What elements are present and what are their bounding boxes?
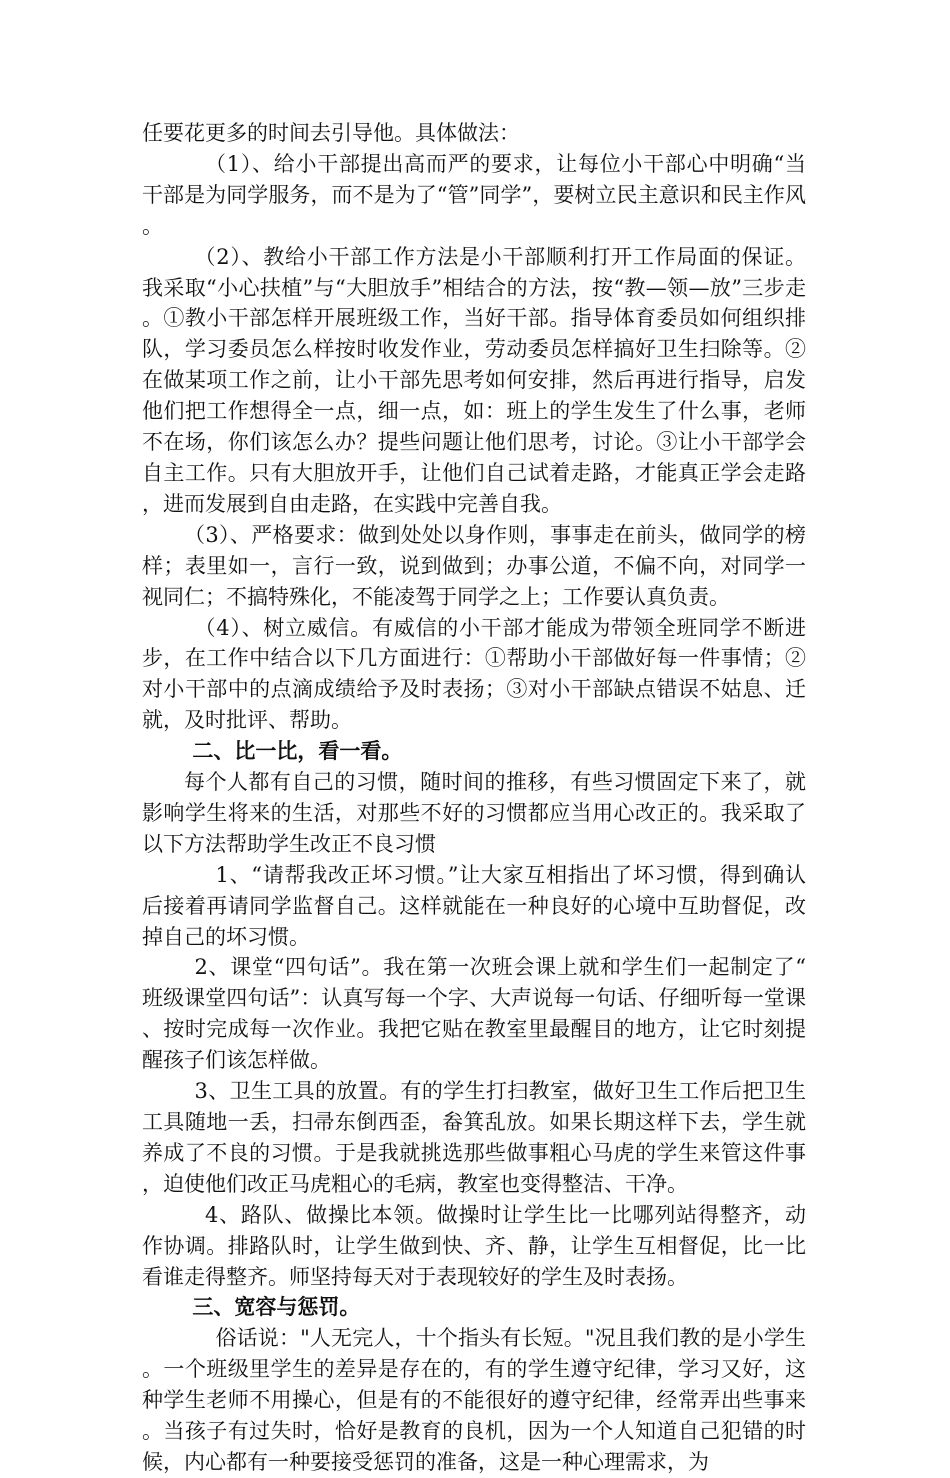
paragraph-habit-1: 1、“请帮我改正坏习惯。”让大家互相指出了坏习惯，得到确认后接着再请同学监督自己。这样就能在一种良好的心境中互助督促，改掉自己的坏习惯。 <box>142 862 806 949</box>
paragraph-habit-2: 2、课堂“四句话”。我在第一次班会课上就和学生们一起制定了“班级课堂四句话”：认真写每一个字、大声说每一句话、仔细听每一堂课、按时完成每一次作业。我把它贴在教室里最醒目的地方，让它时刻提醒孩子们该怎样做。 <box>142 955 806 1073</box>
paragraph-habit-4: 4、路队、做操比本领。做操时让学生比一比哪列站得整齐，动作协调。排路队时，让学生做到快、齐、静，让学生互相督促，比一比看谁走得整齐。师坚持每天对于表现较好的学生及时表扬。 <box>142 1202 806 1289</box>
paragraph-point-3: （3）、严格要求：做到处处以身作则，事事走在前头，做同学的榜样；表里如一，言行一致，说到做到；办事公道，不偏不向，对同学一视同仁；不搞特殊化，不能凌驾于同学之上；工作要认真负责。 <box>142 522 806 609</box>
paragraph-point-4: （4）、树立威信。有威信的小干部才能成为带领全班同学不断进步，在工作中结合以下几方面进行：①帮助小干部做好每一件事情；②对小干部中的点滴成绩给予及时表扬；③对小干部缺点错误不姑息、迁就，及时批评、帮助。 <box>142 615 806 733</box>
paragraph-habit-3: 3、卫生工具的放置。有的学生打扫教室，做好卫生工作后把卫生工具随地一丢，扫帚东倒西歪，畚箕乱放。如果长期这样下去，学生就养成了不良的习惯。于是我就挑选那些做事粗心马虎的学生来管这件事，迫使他们改正马虎粗心的毛病，教室也变得整洁、干净。 <box>142 1079 806 1196</box>
paragraph-habits-intro: 每个人都有自己的习惯，随时间的推移，有些习惯固定下来了，就影响学生将来的生活，对那些不好的习惯都应当用心改正的。我采取了以下方法帮助学生改正不良习惯 <box>142 770 806 856</box>
paragraph-intro: 任要花更多的时间去引导他。具体做法： <box>142 121 520 145</box>
paragraph-point-2: （2）、教给小干部工作方法是小干部顺利打开工作局面的保证。我采取“小心扶植”与“大胆放手”相结合的方法，按“教—领—放”三步走。①教小干部怎样开展班级工作，当好干部。指导体育委员如何组织排队，学习委员怎么样按时收发作业，劳动委员怎样搞好卫生扫除等。②在做某项工作之前，让小干部先思考如何安排，然后再进行指导，启发他们把工作想得全一点，细一点，如：班上的学生发生了什么事，老师不在场，你们该怎么办？提些问题让他们思考，讨论。③让小干部学会自主工作。只有大胆放开手，让他们自己试着走路，才能真正学会走路，进而发展到自由走路，在实践中完善自我。 <box>142 244 806 516</box>
section-heading-2: 二、比一比，看一看。 <box>192 739 403 764</box>
document-body <box>142 118 806 1478</box>
section-heading-3: 三、宽容与惩罚。 <box>192 1295 361 1320</box>
paragraph-tolerance: 俗话说："人无完人，十个指头有长短。"况且我们教的是小学生。一个班级里学生的差异是存在的，有的学生遵守纪律，学习又好，这种学生老师不用操心，但是有的不能很好的遵守纪律，经常弄出些事来。当孩子有过失时，恰好是教育的良机，因为一个人知道自己犯错的时候，内心都有一种要接受惩罚的准备，这是一种心理需求，为 <box>142 1326 806 1474</box>
paragraph-point-1: （1）、给小干部提出高而严的要求，让每位小干部心中明确“当干部是为同学服务，而不是为了“管”同学”，要树立民主意识和民主作风。 <box>142 151 806 238</box>
